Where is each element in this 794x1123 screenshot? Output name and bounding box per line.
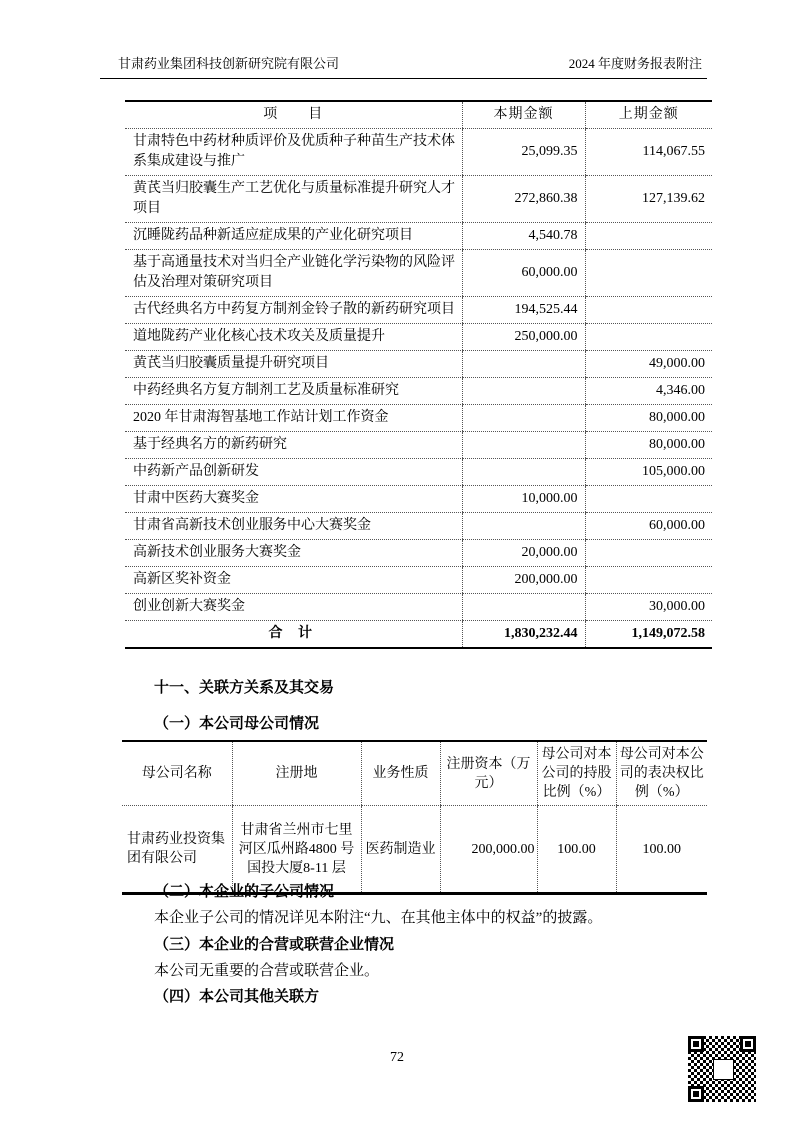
section-11-3-title: （三）本企业的合营或联营企业情况 [154,937,395,953]
table-row [125,405,712,432]
section-11-2-title: （二）本企业的子公司情况 [154,884,335,900]
header-doc-title: 2024 年度财务报表附注 [568,56,702,71]
item-cell: 古代经典名方中药复方制剂金铃子散的新药研究项目 [125,297,462,324]
current-amount-cell [462,405,585,432]
current-amount-cell: 250,000.00 [462,324,585,351]
qr-finder-top-left [688,1036,704,1052]
prior-amount-cell: 127,139.62 [585,176,712,223]
col-header-parent-name: 母公司名称 [122,741,232,806]
table-row [125,594,712,621]
col-header-registered-capital: 注册资本（万元） [440,741,537,806]
item-cell: 道地陇药产业化核心技术攻关及质量提升 [125,324,462,351]
item-cell: 甘肃省高新技术创业服务中心大赛奖金 [125,513,462,540]
total-current-cell: 1,830,232.44 [462,621,585,649]
parent-company-table [122,740,707,895]
col-header-current: 本期金额 [462,101,585,129]
current-amount-cell [462,378,585,405]
prior-amount-cell [585,297,712,324]
table-header-row [125,101,712,129]
qr-code [688,1036,756,1102]
table-row [125,378,712,405]
item-cell: 基于高通量技术对当归全产业链化学污染物的风险评估及治理对策研究项目 [125,250,462,297]
current-amount-cell [462,594,585,621]
total-label-cell: 合 计 [268,626,318,641]
item-cell: 黄芪当归胶囊质量提升研究项目 [125,351,462,378]
qr-finder-bottom-left [688,1086,704,1102]
section-11-title: 十一、关联方关系及其交易 [154,680,335,696]
project-amount-table [125,100,712,649]
prior-amount-cell [585,223,712,250]
table-row [125,513,712,540]
col-header-registered-place: 注册地 [232,741,361,806]
item-cell: 甘肃中医药大赛奖金 [125,486,462,513]
item-cell: 创业创新大赛奖金 [125,594,462,621]
prior-amount-cell [585,567,712,594]
col-header-voting-ratio: 母公司对本公司的表决权比例（%） [616,741,707,806]
section-11-1-title: （一）本公司母公司情况 [154,716,320,732]
col-header-shareholding-ratio: 母公司对本公司的持股比例（%） [537,741,616,806]
table-header-row [122,741,707,806]
table-row [125,351,712,378]
current-amount-cell: 10,000.00 [462,486,585,513]
qr-finder-top-right [740,1036,756,1052]
prior-amount-cell: 80,000.00 [585,405,712,432]
page-header [118,56,702,72]
col-header-item: 项 目 [125,101,462,129]
item-cell: 甘肃特色中药材种质评价及优质种子种苗生产技术体系集成建设与推广 [125,129,462,176]
table-row [125,176,712,223]
table-row [125,223,712,250]
item-cell: 黄芪当归胶囊生产工艺优化与质量标准提升研究人才项目 [125,176,462,223]
prior-amount-cell [585,250,712,297]
registered-capital-cell: 200,000.00 [440,806,537,894]
qr-center-label [713,1059,734,1080]
prior-amount-cell [585,324,712,351]
business-nature-cell: 医药制造业 [361,806,440,894]
total-prior-cell: 1,149,072.58 [585,621,712,649]
header-company-name: 甘肃药业集团科技创新研究院有限公司 [118,56,340,71]
table-row [125,567,712,594]
table-row [125,324,712,351]
table-row [125,486,712,513]
table-total-row [125,621,712,649]
table-row [125,129,712,176]
current-amount-cell: 200,000.00 [462,567,585,594]
prior-amount-cell: 60,000.00 [585,513,712,540]
table-row [125,297,712,324]
prior-amount-cell: 4,346.00 [585,378,712,405]
col-header-prior: 上期金额 [585,101,712,129]
current-amount-cell [462,351,585,378]
shareholding-ratio-cell: 100.00 [537,806,616,894]
current-amount-cell: 25,099.35 [462,129,585,176]
parent-name-cell: 甘肃药业投资集团有限公司 [127,832,225,866]
section-11-3-body: 本公司无重要的合营或联营企业。 [154,963,380,979]
current-amount-cell [462,459,585,486]
table-row [125,250,712,297]
prior-amount-cell [585,540,712,567]
current-amount-cell: 60,000.00 [462,250,585,297]
current-amount-cell: 20,000.00 [462,540,585,567]
voting-ratio-cell: 100.00 [616,806,707,894]
registered-place-cell: 甘肃省兰州市七里河区瓜州路4800 号国投大厦8-11 层 [232,806,361,894]
item-cell: 沉睡陇药品种新适应症成果的产业化研究项目 [125,223,462,250]
item-cell: 基于经典名方的新药研究 [125,432,462,459]
prior-amount-cell: 80,000.00 [585,432,712,459]
current-amount-cell: 272,860.38 [462,176,585,223]
item-cell: 高新区奖补资金 [125,567,462,594]
item-cell: 中药经典名方复方制剂工艺及质量标准研究 [125,378,462,405]
prior-amount-cell: 49,000.00 [585,351,712,378]
table-row [125,459,712,486]
current-amount-cell: 194,525.44 [462,297,585,324]
item-cell: 中药新产品创新研发 [125,459,462,486]
prior-amount-cell: 30,000.00 [585,594,712,621]
prior-amount-cell: 114,067.55 [585,129,712,176]
item-cell: 高新技术创业服务大赛奖金 [125,540,462,567]
current-amount-cell [462,432,585,459]
section-11-2-body: 本企业子公司的情况详见本附注“九、在其他主体中的权益”的披露。 [154,910,603,926]
header-divider [100,78,707,79]
col-header-business-nature: 业务性质 [361,741,440,806]
current-amount-cell [462,513,585,540]
table-row [122,806,707,894]
table-row [125,540,712,567]
item-cell: 2020 年甘肃海智基地工作站计划工作资金 [125,405,462,432]
prior-amount-cell [585,486,712,513]
section-11-4-title: （四）本公司其他关联方 [154,989,320,1005]
table-row [125,432,712,459]
prior-amount-cell: 105,000.00 [585,459,712,486]
page-number: 72 [390,1050,404,1065]
current-amount-cell: 4,540.78 [462,223,585,250]
